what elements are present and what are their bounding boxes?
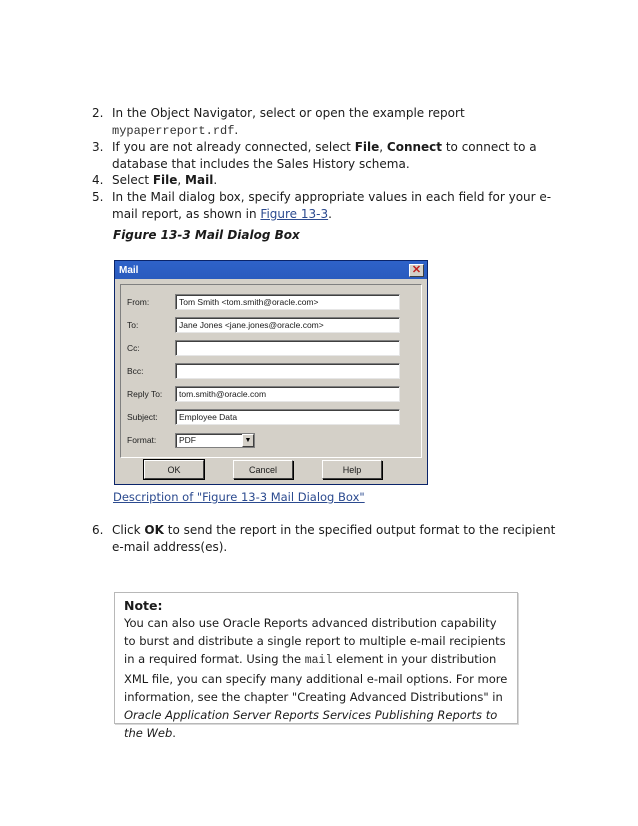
chevron-down-icon[interactable]: ▼ [242,434,254,447]
dialog-title: Mail [119,264,139,276]
to-label: To: [127,320,139,330]
format-label: Format: [127,435,157,445]
from-label: From: [127,297,150,307]
to-row [127,316,400,334]
step-text: Select File, Mail. [112,173,218,188]
reply-to-label: Reply To: [127,389,163,399]
from-row [127,293,400,311]
step-number: 3. [92,140,104,155]
step-text: If you are not already connected, select File, Connect to connect to a database that includes the Sales History schema. [112,140,537,171]
help-button[interactable]: Help [322,460,382,479]
ok-button[interactable]: OK [144,460,204,479]
cc-row [127,339,400,357]
step-text: In the Mail dialog box, specify appropriate values in each field for your e-mail report, as shown in Figure 13-3. [112,189,552,221]
close-icon[interactable]: ✕ [409,264,424,277]
subject-field[interactable]: Employee Data [175,409,400,425]
subject-row [127,408,400,426]
step-4 [80,172,570,189]
bcc-label: Bcc: [127,366,144,376]
step-list [80,105,570,222]
subject-label: Subject: [127,412,158,422]
step-6 [80,522,570,555]
cc-field[interactable] [175,340,400,356]
reply-to-row [127,385,400,403]
note-title: Note: [124,598,163,613]
step-number: 5. [92,189,104,204]
bcc-field[interactable] [175,363,400,379]
step-text: In the Object Navigator, select or open the example report mypaperreport.rdf. [112,106,465,138]
to-field[interactable]: Jane Jones <jane.jones@oracle.com> [175,317,400,333]
step-2 [80,105,570,139]
cancel-button[interactable]: Cancel [233,460,293,479]
figure-title: Figure 13-3 Mail Dialog Box [113,228,300,242]
format-value: PDF [179,435,196,445]
format-select[interactable] [175,433,255,448]
format-row [127,431,255,449]
step-text: Click OK to send the report in the specified output format to the recipient e-mail address(es). [112,523,556,554]
cc-label: Cc: [127,343,140,353]
code-filename: mypaperreport.rdf [112,123,235,138]
note-box [114,592,518,740]
figure-description-link[interactable]: Description of "Figure 13-3 Mail Dialog Box" [113,490,365,504]
book-title: Oracle Application Server Reports Services Publishing Reports to the Web [124,708,498,740]
note-text: You can also use Oracle Reports advanced distribution capability to burst and distribute a single report to multiple e-mail recipients in a required format. Using the mail element in your distribution XML file, you can specify many additional e-mail options. For more information, see the chapter "Creating Advanced Distributions" in Oracle Application Server Reports Services Publishing Reports to the Web. [124,616,508,740]
bcc-row [127,362,400,380]
code-mail: mail [304,654,333,667]
step-3 [80,139,570,172]
reply-to-field[interactable]: tom.smith@oracle.com [175,386,400,402]
mail-dialog [114,260,428,485]
step-number: 6. [92,523,104,537]
step-5 [80,189,570,222]
dialog-titlebar [115,261,427,279]
from-field[interactable]: Tom Smith <tom.smith@oracle.com> [175,294,400,310]
step-number: 4. [92,173,104,188]
step-number: 2. [92,106,104,120]
figure-link[interactable]: Figure 13-3 [260,206,329,221]
